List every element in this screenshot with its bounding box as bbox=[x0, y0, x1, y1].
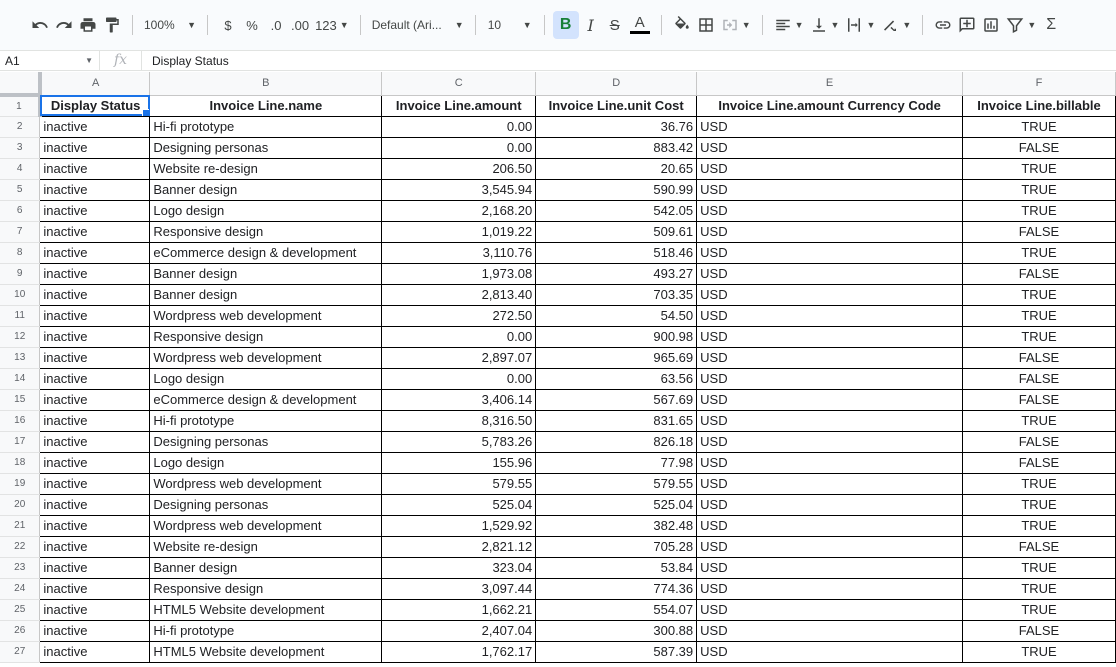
font-family-select[interactable] bbox=[369, 11, 467, 39]
table-row bbox=[0, 452, 1116, 473]
cell-unit-cost[interactable]: 63.56 bbox=[536, 368, 697, 389]
row-header[interactable]: 26 bbox=[0, 620, 40, 641]
cell-display-status[interactable]: inactive bbox=[40, 179, 150, 200]
vertical-align-icon[interactable] bbox=[807, 11, 843, 39]
cell-currency-code[interactable]: USD bbox=[697, 368, 963, 389]
cell-amount[interactable]: 2,821.12 bbox=[382, 536, 536, 557]
cell-unit-cost[interactable]: 774.36 bbox=[536, 578, 697, 599]
cell-unit-cost[interactable]: 542.05 bbox=[536, 200, 697, 221]
cell-amount[interactable]: 1,019.22 bbox=[382, 221, 536, 242]
table-row bbox=[0, 578, 1116, 599]
cell-billable[interactable]: TRUE bbox=[963, 305, 1116, 326]
cell-display-status[interactable]: inactive bbox=[40, 557, 150, 578]
cell-amount[interactable]: 1,973.08 bbox=[382, 263, 536, 284]
cell-name[interactable]: Website re-design bbox=[150, 536, 382, 557]
cell-unit-cost[interactable]: 579.55 bbox=[536, 473, 697, 494]
row-header[interactable]: 1 bbox=[0, 95, 40, 116]
cell-unit-cost[interactable]: 54.50 bbox=[536, 305, 697, 326]
cell-unit-cost[interactable]: 300.88 bbox=[536, 620, 697, 641]
cell-billable[interactable]: TRUE bbox=[963, 557, 1116, 578]
cell-amount[interactable]: 2,407.04 bbox=[382, 620, 536, 641]
cell-name[interactable]: Wordpress web development bbox=[150, 305, 382, 326]
cell-billable[interactable]: FALSE bbox=[963, 452, 1116, 473]
cell-name[interactable]: Wordpress web development bbox=[150, 473, 382, 494]
cell-currency-code[interactable]: USD bbox=[697, 641, 963, 662]
cell-billable[interactable]: TRUE bbox=[963, 284, 1116, 305]
table-row bbox=[0, 515, 1116, 536]
table-row bbox=[0, 431, 1116, 452]
cell-unit-cost[interactable]: 36.76 bbox=[536, 116, 697, 137]
cell-name[interactable]: Hi-fi prototype bbox=[150, 116, 382, 137]
cell-billable[interactable]: FALSE bbox=[963, 221, 1116, 242]
table-row bbox=[0, 536, 1116, 557]
toolbar bbox=[0, 0, 1116, 50]
chevron-down-icon: ▼ bbox=[741, 20, 751, 30]
column-header-e[interactable]: E bbox=[697, 72, 963, 95]
filter-icon[interactable] bbox=[1003, 11, 1039, 39]
cell-name[interactable]: Responsive design bbox=[150, 578, 382, 599]
table-row bbox=[0, 305, 1116, 326]
cell-unit-cost[interactable]: 53.84 bbox=[536, 557, 697, 578]
cell-currency-code[interactable]: USD bbox=[697, 263, 963, 284]
paint-format-icon[interactable] bbox=[100, 11, 124, 39]
toolbar-divider bbox=[475, 15, 476, 35]
cell-unit-cost[interactable]: 493.27 bbox=[536, 263, 697, 284]
cell-unit-cost[interactable]: 382.48 bbox=[536, 515, 697, 536]
table-row bbox=[0, 158, 1116, 179]
cell-name[interactable]: Banner design bbox=[150, 284, 382, 305]
cell-currency-code[interactable]: USD bbox=[697, 389, 963, 410]
text-wrapping-icon[interactable] bbox=[842, 11, 878, 39]
cell-currency-code[interactable]: USD bbox=[697, 473, 963, 494]
cell-table bbox=[0, 72, 1116, 663]
table-row bbox=[0, 137, 1116, 158]
cell-unit-cost[interactable]: 590.99 bbox=[536, 179, 697, 200]
cell-billable[interactable]: TRUE bbox=[963, 515, 1116, 536]
cell-name[interactable]: Designing personas bbox=[150, 137, 382, 158]
cell-name[interactable]: Designing personas bbox=[150, 431, 382, 452]
chevron-down-icon: ▼ bbox=[902, 20, 912, 30]
cell-reference: A1 bbox=[5, 53, 20, 68]
cell-display-status[interactable]: inactive bbox=[40, 431, 150, 452]
cell-currency-code[interactable]: USD bbox=[697, 305, 963, 326]
cell-display-status[interactable]: inactive bbox=[40, 536, 150, 557]
cell-unit-cost[interactable]: 705.28 bbox=[536, 536, 697, 557]
cell-currency-code[interactable]: USD bbox=[697, 536, 963, 557]
print-icon[interactable] bbox=[76, 11, 100, 39]
cell-display-status[interactable]: inactive bbox=[40, 452, 150, 473]
cell-amount[interactable]: 2,897.07 bbox=[382, 347, 536, 368]
cell-display-status[interactable]: inactive bbox=[40, 410, 150, 431]
cell-unit-cost[interactable]: 826.18 bbox=[536, 431, 697, 452]
cell-name[interactable]: Banner design bbox=[150, 179, 382, 200]
cell-unit-cost[interactable]: 20.65 bbox=[536, 158, 697, 179]
toolbar-divider bbox=[544, 15, 545, 35]
row-header[interactable]: 2 bbox=[0, 116, 40, 137]
cell-currency-code[interactable]: USD bbox=[697, 179, 963, 200]
row-header[interactable]: 12 bbox=[0, 326, 40, 347]
cell-amount[interactable]: 0.00 bbox=[382, 116, 536, 137]
chevron-down-icon: ▼ bbox=[339, 20, 349, 30]
row-header[interactable]: 23 bbox=[0, 557, 40, 578]
cell-unit-cost[interactable]: 900.98 bbox=[536, 326, 697, 347]
horizontal-align-icon[interactable] bbox=[771, 11, 807, 39]
row-header[interactable]: 5 bbox=[0, 179, 40, 200]
cell-name[interactable]: Wordpress web development bbox=[150, 347, 382, 368]
toolbar-divider bbox=[207, 15, 208, 35]
cell-name[interactable]: Designing personas bbox=[150, 494, 382, 515]
font-size-select[interactable] bbox=[484, 11, 536, 39]
cell-billable[interactable]: TRUE bbox=[963, 179, 1116, 200]
cell-billable[interactable]: TRUE bbox=[963, 242, 1116, 263]
cell-billable[interactable]: TRUE bbox=[963, 494, 1116, 515]
cell-amount[interactable]: 579.55 bbox=[382, 473, 536, 494]
cell-amount[interactable]: 2,168.20 bbox=[382, 200, 536, 221]
cell-billable[interactable]: TRUE bbox=[963, 599, 1116, 620]
cell-display-status[interactable]: inactive bbox=[40, 494, 150, 515]
cell-name[interactable]: Logo design bbox=[150, 200, 382, 221]
cell-display-status[interactable]: inactive bbox=[40, 284, 150, 305]
cell-amount[interactable]: 0.00 bbox=[382, 326, 536, 347]
fx-icon: fx bbox=[100, 51, 142, 70]
row-header[interactable]: 22 bbox=[0, 536, 40, 557]
sheet-grid bbox=[0, 72, 1116, 663]
header-cell-amount[interactable]: Invoice Line.amount bbox=[382, 95, 536, 116]
cell-currency-code[interactable]: USD bbox=[697, 326, 963, 347]
cell-unit-cost[interactable]: 509.61 bbox=[536, 221, 697, 242]
row-header[interactable]: 18 bbox=[0, 452, 40, 473]
cell-billable[interactable]: FALSE bbox=[963, 368, 1116, 389]
cell-currency-code[interactable]: USD bbox=[697, 431, 963, 452]
cell-unit-cost[interactable]: 883.42 bbox=[536, 137, 697, 158]
column-header-c[interactable]: C bbox=[382, 72, 536, 95]
cell-unit-cost[interactable]: 518.46 bbox=[536, 242, 697, 263]
row-header[interactable]: 14 bbox=[0, 368, 40, 389]
cell-name[interactable]: Website re-design bbox=[150, 158, 382, 179]
row-header[interactable]: 25 bbox=[0, 599, 40, 620]
cell-currency-code[interactable]: USD bbox=[697, 200, 963, 221]
cell-amount[interactable]: 0.00 bbox=[382, 368, 536, 389]
table-row bbox=[0, 410, 1116, 431]
more-formats-label: 123 bbox=[315, 17, 337, 33]
cell-currency-code[interactable]: USD bbox=[697, 410, 963, 431]
row-header[interactable]: 24 bbox=[0, 578, 40, 599]
cell-name[interactable]: Hi-fi prototype bbox=[150, 410, 382, 431]
insert-chart-icon[interactable] bbox=[979, 11, 1003, 39]
cell-amount[interactable]: 5,783.26 bbox=[382, 431, 536, 452]
zoom-value: 100% bbox=[144, 18, 175, 32]
cell-amount[interactable]: 323.04 bbox=[382, 557, 536, 578]
cell-billable[interactable]: TRUE bbox=[963, 116, 1116, 137]
cell-name[interactable]: Logo design bbox=[150, 452, 382, 473]
cell-billable[interactable]: TRUE bbox=[963, 326, 1116, 347]
row-header[interactable]: 7 bbox=[0, 221, 40, 242]
cell-billable[interactable]: FALSE bbox=[963, 347, 1116, 368]
row-header[interactable]: 16 bbox=[0, 410, 40, 431]
toolbar-divider bbox=[661, 15, 662, 35]
table-row bbox=[0, 368, 1116, 389]
cell-name[interactable]: Banner design bbox=[150, 263, 382, 284]
table-row bbox=[0, 620, 1116, 641]
cell-currency-code[interactable]: USD bbox=[697, 137, 963, 158]
table-row bbox=[0, 263, 1116, 284]
cell-display-status[interactable]: inactive bbox=[40, 599, 150, 620]
cell-display-status[interactable]: inactive bbox=[40, 305, 150, 326]
font-family-value: Default (Ari... bbox=[371, 18, 442, 32]
cell-currency-code[interactable]: USD bbox=[697, 620, 963, 641]
row-header[interactable]: 6 bbox=[0, 200, 40, 221]
row-header[interactable]: 4 bbox=[0, 158, 40, 179]
table-row bbox=[0, 641, 1116, 662]
cell-display-status[interactable]: inactive bbox=[40, 158, 150, 179]
column-header-d[interactable]: D bbox=[536, 72, 697, 95]
cell-amount[interactable]: 3,545.94 bbox=[382, 179, 536, 200]
table-row bbox=[0, 284, 1116, 305]
cell-display-status[interactable]: inactive bbox=[40, 200, 150, 221]
cell-name[interactable]: eCommerce design & development bbox=[150, 242, 382, 263]
row-header[interactable]: 11 bbox=[0, 305, 40, 326]
row-header[interactable]: 21 bbox=[0, 515, 40, 536]
row-header[interactable]: 19 bbox=[0, 473, 40, 494]
cell-unit-cost[interactable]: 525.04 bbox=[536, 494, 697, 515]
table-row bbox=[0, 179, 1116, 200]
cell-display-status[interactable]: inactive bbox=[40, 368, 150, 389]
cell-billable[interactable]: FALSE bbox=[963, 620, 1116, 641]
fill-color-icon[interactable] bbox=[670, 11, 694, 39]
table-row bbox=[0, 326, 1116, 347]
functions-icon[interactable]: Σ bbox=[1046, 16, 1057, 33]
column-header-b[interactable]: B bbox=[150, 72, 382, 95]
cell-amount[interactable]: 272.50 bbox=[382, 305, 536, 326]
italic-button[interactable]: I bbox=[587, 15, 594, 35]
cell-currency-code[interactable]: USD bbox=[697, 116, 963, 137]
header-cell-display-status[interactable]: Display Status bbox=[40, 95, 150, 116]
cell-amount[interactable]: 1,529.92 bbox=[382, 515, 536, 536]
cell-amount[interactable]: 3,406.14 bbox=[382, 389, 536, 410]
toolbar-divider bbox=[922, 15, 923, 35]
cell-unit-cost[interactable]: 965.69 bbox=[536, 347, 697, 368]
cell-display-status[interactable]: inactive bbox=[40, 116, 150, 137]
header-cell-billable[interactable]: Invoice Line.billable bbox=[963, 95, 1116, 116]
cell-currency-code[interactable]: USD bbox=[697, 452, 963, 473]
cell-name[interactable]: Hi-fi prototype bbox=[150, 620, 382, 641]
cell-unit-cost[interactable]: 567.69 bbox=[536, 389, 697, 410]
cell-display-status[interactable]: inactive bbox=[40, 326, 150, 347]
row-header[interactable]: 10 bbox=[0, 284, 40, 305]
cell-name[interactable]: Responsive design bbox=[150, 221, 382, 242]
zoom-select[interactable] bbox=[141, 11, 199, 39]
table-row bbox=[0, 116, 1116, 137]
insert-comment-icon[interactable] bbox=[955, 11, 979, 39]
row-header[interactable]: 3 bbox=[0, 137, 40, 158]
cell-amount[interactable]: 3,097.44 bbox=[382, 578, 536, 599]
cell-billable[interactable]: TRUE bbox=[963, 200, 1116, 221]
select-all-corner[interactable] bbox=[0, 72, 40, 95]
cell-unit-cost[interactable]: 77.98 bbox=[536, 452, 697, 473]
text-color-swatch bbox=[630, 31, 650, 34]
chevron-down-icon: ▼ bbox=[522, 20, 532, 30]
table-row bbox=[0, 557, 1116, 578]
cell-unit-cost[interactable]: 831.65 bbox=[536, 410, 697, 431]
insert-link-icon[interactable] bbox=[931, 11, 955, 39]
cell-name[interactable]: Logo design bbox=[150, 368, 382, 389]
cell-currency-code[interactable]: USD bbox=[697, 221, 963, 242]
increase-decimal-button[interactable]: .00 bbox=[291, 17, 310, 33]
formula-bar bbox=[0, 50, 1116, 71]
cell-amount[interactable]: 8,316.50 bbox=[382, 410, 536, 431]
strikethrough-button[interactable]: S bbox=[609, 16, 620, 34]
chevron-down-icon: ▼ bbox=[1027, 20, 1037, 30]
cell-name[interactable]: eCommerce design & development bbox=[150, 389, 382, 410]
table-row bbox=[0, 221, 1116, 242]
table-row bbox=[0, 494, 1116, 515]
decrease-decimal-button[interactable]: .0 bbox=[270, 17, 282, 33]
toolbar-divider bbox=[762, 15, 763, 35]
cell-currency-code[interactable]: USD bbox=[697, 158, 963, 179]
chevron-down-icon: ▼ bbox=[187, 20, 196, 30]
cell-billable[interactable]: FALSE bbox=[963, 431, 1116, 452]
column-header-a[interactable]: A bbox=[40, 72, 150, 95]
cell-currency-code[interactable]: USD bbox=[697, 494, 963, 515]
cell-currency-code[interactable]: USD bbox=[697, 578, 963, 599]
chevron-down-icon: ▼ bbox=[85, 56, 93, 65]
cell-amount[interactable]: 525.04 bbox=[382, 494, 536, 515]
table-row bbox=[0, 599, 1116, 620]
table-row bbox=[0, 389, 1116, 410]
column-header-f[interactable]: F bbox=[963, 72, 1116, 95]
currency-format-button[interactable]: $ bbox=[224, 17, 232, 33]
chevron-down-icon: ▼ bbox=[794, 20, 804, 30]
table-row bbox=[0, 347, 1116, 368]
cell-currency-code[interactable]: USD bbox=[697, 347, 963, 368]
column-header-row bbox=[0, 72, 1116, 95]
cell-billable[interactable]: TRUE bbox=[963, 158, 1116, 179]
cell-display-status[interactable]: inactive bbox=[40, 137, 150, 158]
table-row bbox=[0, 473, 1116, 494]
text-rotation-icon[interactable] bbox=[878, 11, 914, 39]
cell-display-status[interactable]: inactive bbox=[40, 473, 150, 494]
header-cell-currency-code[interactable]: Invoice Line.amount Currency Code bbox=[697, 95, 963, 116]
row-header[interactable]: 17 bbox=[0, 431, 40, 452]
cell-name[interactable]: HTML5 Website development bbox=[150, 599, 382, 620]
cell-name[interactable]: HTML5 Website development bbox=[150, 641, 382, 662]
cell-display-status[interactable]: inactive bbox=[40, 620, 150, 641]
name-box[interactable] bbox=[0, 51, 100, 70]
cell-currency-code[interactable]: USD bbox=[697, 599, 963, 620]
toolbar-divider bbox=[360, 15, 361, 35]
cell-billable[interactable]: TRUE bbox=[963, 641, 1116, 662]
table-row bbox=[0, 200, 1116, 221]
text-color-label: A bbox=[634, 14, 645, 31]
cell-billable[interactable]: FALSE bbox=[963, 263, 1116, 284]
row-header[interactable]: 9 bbox=[0, 263, 40, 284]
cell-display-status[interactable]: inactive bbox=[40, 263, 150, 284]
row-header[interactable]: 8 bbox=[0, 242, 40, 263]
percent-format-button[interactable]: % bbox=[246, 17, 258, 33]
table-header-row bbox=[0, 95, 1116, 116]
cell-billable[interactable]: FALSE bbox=[963, 137, 1116, 158]
row-header[interactable]: 27 bbox=[0, 641, 40, 662]
cell-unit-cost[interactable]: 587.39 bbox=[536, 641, 697, 662]
cell-amount[interactable]: 1,762.17 bbox=[382, 641, 536, 662]
borders-icon[interactable] bbox=[694, 11, 718, 39]
chevron-down-icon: ▼ bbox=[866, 20, 876, 30]
cell-amount[interactable]: 3,110.76 bbox=[382, 242, 536, 263]
cell-billable[interactable]: TRUE bbox=[963, 578, 1116, 599]
header-cell-unit-cost[interactable]: Invoice Line.unit Cost bbox=[536, 95, 697, 116]
cell-display-status[interactable]: inactive bbox=[40, 641, 150, 662]
more-formats-button[interactable] bbox=[312, 11, 352, 39]
cell-name[interactable]: Banner design bbox=[150, 557, 382, 578]
cell-amount[interactable]: 206.50 bbox=[382, 158, 536, 179]
chevron-down-icon: ▼ bbox=[830, 20, 840, 30]
cell-billable[interactable]: TRUE bbox=[963, 410, 1116, 431]
cell-display-status[interactable]: inactive bbox=[40, 347, 150, 368]
text-color-button[interactable] bbox=[627, 11, 653, 39]
toolbar-divider bbox=[132, 15, 133, 35]
cell-amount[interactable]: 2,813.40 bbox=[382, 284, 536, 305]
row-header[interactable]: 20 bbox=[0, 494, 40, 515]
cell-display-status[interactable]: inactive bbox=[40, 221, 150, 242]
cell-currency-code[interactable]: USD bbox=[697, 515, 963, 536]
chevron-down-icon: ▼ bbox=[454, 20, 464, 30]
cell-amount[interactable]: 155.96 bbox=[382, 452, 536, 473]
cell-billable[interactable]: FALSE bbox=[963, 389, 1116, 410]
cell-billable[interactable]: TRUE bbox=[963, 473, 1116, 494]
cell-amount[interactable]: 0.00 bbox=[382, 137, 536, 158]
cell-display-status[interactable]: inactive bbox=[40, 515, 150, 536]
cell-display-status[interactable]: inactive bbox=[40, 578, 150, 599]
cell-currency-code[interactable]: USD bbox=[697, 557, 963, 578]
cell-unit-cost[interactable]: 703.35 bbox=[536, 284, 697, 305]
cell-billable[interactable]: FALSE bbox=[963, 536, 1116, 557]
header-cell-name[interactable]: Invoice Line.name bbox=[150, 95, 382, 116]
cell-unit-cost[interactable]: 554.07 bbox=[536, 599, 697, 620]
cell-currency-code[interactable]: USD bbox=[697, 284, 963, 305]
row-header[interactable]: 15 bbox=[0, 389, 40, 410]
font-size-value: 10 bbox=[487, 18, 502, 32]
cell-display-status[interactable]: inactive bbox=[40, 389, 150, 410]
cell-name[interactable]: Wordpress web development bbox=[150, 515, 382, 536]
redo-icon[interactable] bbox=[52, 11, 76, 39]
cell-currency-code[interactable]: USD bbox=[697, 242, 963, 263]
merge-cells-icon[interactable] bbox=[718, 11, 754, 39]
row-header[interactable]: 13 bbox=[0, 347, 40, 368]
bold-button[interactable]: B bbox=[553, 11, 579, 39]
cell-name[interactable]: Responsive design bbox=[150, 326, 382, 347]
undo-icon[interactable] bbox=[28, 11, 52, 39]
cell-display-status[interactable]: inactive bbox=[40, 242, 150, 263]
cell-amount[interactable]: 1,662.21 bbox=[382, 599, 536, 620]
table-row bbox=[0, 242, 1116, 263]
formula-input[interactable]: Display Status bbox=[152, 53, 229, 68]
